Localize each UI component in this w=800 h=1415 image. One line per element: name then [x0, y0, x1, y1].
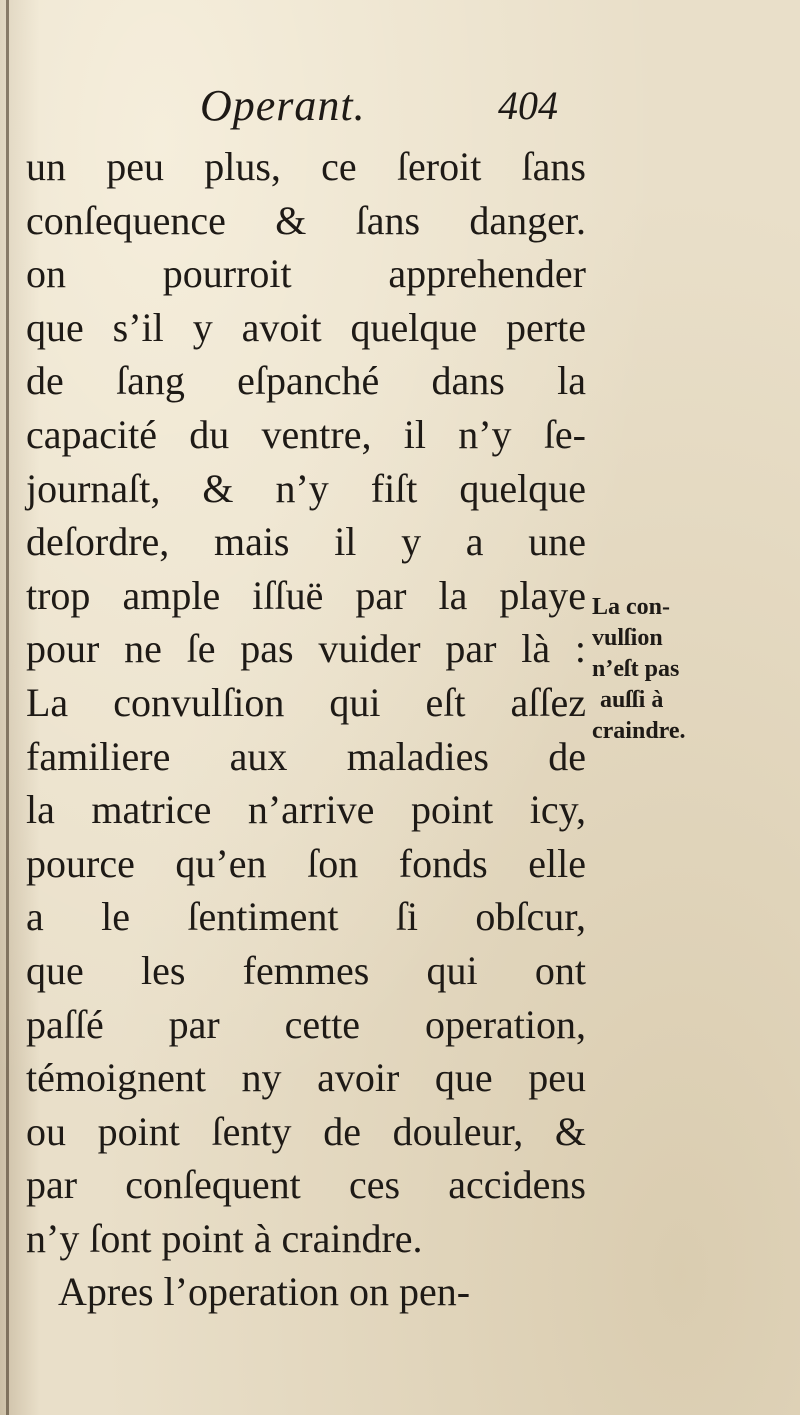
- text-line: un peu plus, ce ſeroit ſans: [26, 144, 586, 189]
- text-line: on pourroit apprehender: [26, 251, 586, 297]
- text-line: n’y ſont point à craindre.: [26, 1215, 423, 1261]
- running-head: [0, 78, 800, 138]
- page-number: 404: [498, 83, 558, 128]
- text-line: deſordre, mais il y a une: [26, 519, 586, 565]
- text-line: trop ample iſſuë par la playe: [26, 572, 586, 618]
- running-title: Operant.: [200, 81, 366, 130]
- text-line: La convulſion qui eſt aſſez: [26, 679, 586, 725]
- text-line: témoignent ny avoir que peu: [26, 1055, 586, 1101]
- text-line: pource qu’en ſon fonds elle: [26, 840, 586, 886]
- text-line: de ſang eſpanché dans la: [26, 358, 586, 404]
- text-line: conſequence & ſans danger.: [26, 197, 586, 243]
- margin-note-line: craindre.: [592, 718, 686, 744]
- text-line: par conſequent ces accidens: [26, 1162, 586, 1208]
- text-line: ou point ſenty de douleur, &: [26, 1108, 586, 1154]
- text-line: a le ſentiment ſi obſcur,: [26, 894, 586, 940]
- text-line: que les femmes qui ont: [26, 947, 586, 993]
- margin-note-line: n’eſt pas: [592, 656, 680, 682]
- binding-edge: [6, 0, 9, 1415]
- margin-note-line: vulſion: [592, 625, 663, 651]
- paragraph-start-line: Apres l’operation on pen-: [58, 1269, 471, 1315]
- text-line: paſſé par cette operation,: [26, 1001, 586, 1047]
- text-line: la matrice n’arrive point icy,: [26, 787, 586, 833]
- text-line: journaſt, & n’y fiſt quelque: [26, 465, 586, 511]
- text-line: capacité du ventre, il n’y ſe-: [26, 411, 586, 457]
- marginal-note: [592, 592, 792, 747]
- text-line: familiere aux maladies de: [26, 733, 586, 779]
- margin-note-line: auſſi à: [600, 687, 664, 713]
- margin-note-line: La con-: [592, 594, 670, 620]
- text-line: que s’il y avoit quelque perte: [26, 304, 586, 350]
- text-line: pour ne ſe pas vuider par là :: [26, 626, 586, 672]
- main-text-block: [26, 140, 586, 1319]
